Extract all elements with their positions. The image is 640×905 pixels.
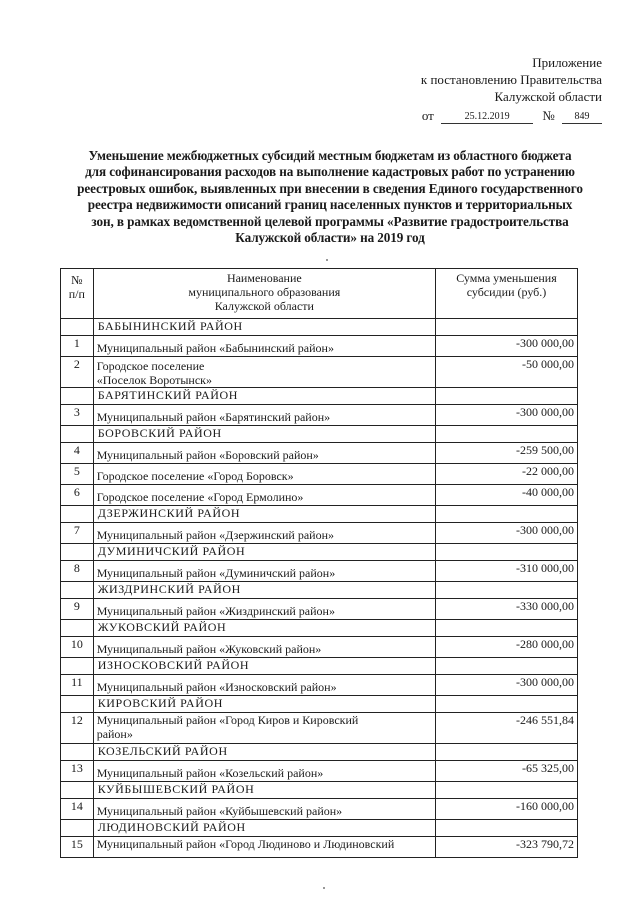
decree-number: 849 bbox=[562, 111, 602, 124]
empty-cell bbox=[435, 582, 577, 599]
district-row bbox=[61, 582, 578, 599]
title-line: для софинансирования расходов на выполнение кадастровых работ по устранению bbox=[85, 164, 575, 180]
municipality-name: Муниципальный район «Износковский район» bbox=[93, 675, 435, 696]
municipality-name: Муниципальный район «Жиздринский район» bbox=[93, 599, 435, 620]
district-row bbox=[61, 319, 578, 336]
empty-cell bbox=[61, 506, 94, 523]
district-name: ЖИЗДРИНСКИЙ РАЙОН bbox=[93, 582, 435, 599]
municipality-name: Муниципальный район «Барятинский район» bbox=[93, 405, 435, 426]
table-row bbox=[61, 761, 578, 782]
title-line: реестровых ошибок, выявленных при внесении в сведения Единого государственного bbox=[77, 180, 583, 196]
municipality-name: Муниципальный район «Боровский район» bbox=[93, 443, 435, 464]
appendix-date-line bbox=[421, 107, 602, 124]
row-number: 1 bbox=[61, 336, 94, 357]
amount: -280 000,00 bbox=[435, 637, 577, 658]
municipality-name: Муниципальный район «Козельский район» bbox=[93, 761, 435, 782]
decree-date: 25.12.2019 bbox=[441, 111, 533, 124]
amount: -50 000,00 bbox=[435, 357, 577, 388]
district-row bbox=[61, 782, 578, 799]
row-number: 13 bbox=[61, 761, 94, 782]
table-row bbox=[61, 464, 578, 485]
row-number: 14 bbox=[61, 799, 94, 820]
empty-cell bbox=[435, 658, 577, 675]
empty-cell bbox=[61, 319, 94, 336]
district-name: БОРОВСКИЙ РАЙОН bbox=[93, 426, 435, 443]
header-name bbox=[93, 269, 435, 319]
district-name: ДУМИНИЧСКИЙ РАЙОН bbox=[93, 544, 435, 561]
district-name: ЛЮДИНОВСКИЙ РАЙОН bbox=[93, 820, 435, 837]
table-row bbox=[61, 405, 578, 426]
row-number: 5 bbox=[61, 464, 94, 485]
district-row bbox=[61, 620, 578, 637]
district-row bbox=[61, 744, 578, 761]
table-row bbox=[61, 799, 578, 820]
empty-cell bbox=[61, 696, 94, 713]
table-row bbox=[61, 837, 578, 858]
district-name: КОЗЕЛЬСКИЙ РАЙОН bbox=[93, 744, 435, 761]
empty-cell bbox=[61, 388, 94, 405]
amount: -323 790,72 bbox=[435, 837, 577, 858]
amount: -65 325,00 bbox=[435, 761, 577, 782]
table-header-row bbox=[61, 269, 578, 319]
district-row bbox=[61, 658, 578, 675]
empty-cell bbox=[435, 620, 577, 637]
name-line: Городское поселение bbox=[96, 359, 205, 373]
amount: -310 000,00 bbox=[435, 561, 577, 582]
table-row bbox=[61, 357, 578, 388]
district-row bbox=[61, 820, 578, 837]
municipality-name: Муниципальный район «Бабынинский район» bbox=[93, 336, 435, 357]
title-line: реестра недвижимости описаний границ населенных пунктов и территориальных bbox=[87, 197, 573, 213]
district-name: КИРОВСКИЙ РАЙОН bbox=[93, 696, 435, 713]
appendix-title: Приложение bbox=[532, 55, 602, 70]
name-line: район» bbox=[96, 727, 133, 741]
municipality-name: Муниципальный район «Город Людиново и Людиновский bbox=[93, 837, 435, 858]
name-line: «Поселок Воротынск» bbox=[96, 373, 212, 387]
empty-cell bbox=[435, 426, 577, 443]
header-num bbox=[61, 269, 94, 319]
municipality-name: Муниципальный район «Жуковский район» bbox=[93, 637, 435, 658]
amount: -300 000,00 bbox=[435, 336, 577, 357]
document-title bbox=[60, 148, 600, 246]
table-row bbox=[61, 675, 578, 696]
empty-cell bbox=[61, 782, 94, 799]
amount: -300 000,00 bbox=[435, 405, 577, 426]
municipality-name: Городское поселение «Город Боровск» bbox=[93, 464, 435, 485]
empty-cell bbox=[61, 582, 94, 599]
table-row bbox=[61, 637, 578, 658]
amount: -160 000,00 bbox=[435, 799, 577, 820]
empty-cell bbox=[435, 744, 577, 761]
row-number: 3 bbox=[61, 405, 94, 426]
row-number: 6 bbox=[61, 485, 94, 506]
empty-cell bbox=[435, 544, 577, 561]
municipality-name bbox=[93, 713, 435, 744]
municipality-name: Муниципальный район «Куйбышевский район» bbox=[93, 799, 435, 820]
district-row bbox=[61, 388, 578, 405]
district-row bbox=[61, 506, 578, 523]
amount: -246 551,84 bbox=[435, 713, 577, 744]
header-sum-line: Сумма уменьшения bbox=[456, 271, 557, 285]
header-name-line: Калужской области bbox=[214, 299, 314, 313]
amount: -40 000,00 bbox=[435, 485, 577, 506]
number-label: № bbox=[542, 108, 555, 123]
title-line: Калужской области» на 2019 год bbox=[235, 230, 425, 246]
empty-cell bbox=[61, 744, 94, 761]
header-sum bbox=[435, 269, 577, 319]
row-number: 4 bbox=[61, 443, 94, 464]
amount: -330 000,00 bbox=[435, 599, 577, 620]
amount: -300 000,00 bbox=[435, 675, 577, 696]
header-num-symbol: № bbox=[71, 273, 83, 287]
district-name: ДЗЕРЖИНСКИЙ РАЙОН bbox=[93, 506, 435, 523]
scan-speck bbox=[323, 887, 325, 889]
empty-cell bbox=[61, 658, 94, 675]
municipality-name: Муниципальный район «Дзержинский район» bbox=[93, 523, 435, 544]
row-number: 8 bbox=[61, 561, 94, 582]
subsidy-table bbox=[60, 268, 578, 858]
from-label: от bbox=[421, 108, 434, 123]
amount: -300 000,00 bbox=[435, 523, 577, 544]
district-name: КУЙБЫШЕВСКИЙ РАЙОН bbox=[93, 782, 435, 799]
district-name: БАБЫНИНСКИЙ РАЙОН bbox=[93, 319, 435, 336]
empty-cell bbox=[435, 319, 577, 336]
row-number: 7 bbox=[61, 523, 94, 544]
name-line: Муниципальный район «Город Киров и Кировский bbox=[96, 713, 359, 727]
municipality-name: Муниципальный район «Думиничский район» bbox=[93, 561, 435, 582]
title-line: зон, в рамках ведомственной целевой программы «Развитие градостроительства bbox=[91, 213, 569, 229]
district-row bbox=[61, 696, 578, 713]
header-name-line: Наименование bbox=[226, 271, 302, 285]
title-line: Уменьшение межбюджетных субсидий местным бюджетам из областного бюджета bbox=[88, 148, 572, 163]
table-row bbox=[61, 561, 578, 582]
empty-cell bbox=[435, 506, 577, 523]
table-row bbox=[61, 713, 578, 744]
empty-cell bbox=[435, 388, 577, 405]
table-row bbox=[61, 485, 578, 506]
header-sum-line: субсидии (руб.) bbox=[466, 285, 547, 299]
empty-cell bbox=[435, 820, 577, 837]
appendix-region: Калужской области bbox=[494, 89, 602, 104]
amount: -259 500,00 bbox=[435, 443, 577, 464]
appendix-decree: к постановлению Правительства bbox=[420, 72, 602, 87]
district-name: ЖУКОВСКИЙ РАЙОН bbox=[93, 620, 435, 637]
empty-cell bbox=[61, 426, 94, 443]
district-row bbox=[61, 544, 578, 561]
empty-cell bbox=[435, 782, 577, 799]
row-number: 12 bbox=[61, 713, 94, 744]
header-num-abbr: п/п bbox=[68, 287, 85, 301]
header-name-line: муниципального образования bbox=[188, 285, 341, 299]
municipality-name: Городское поселение «Город Ермолино» bbox=[93, 485, 435, 506]
scan-speck bbox=[326, 259, 328, 261]
table-row bbox=[61, 336, 578, 357]
empty-cell bbox=[61, 620, 94, 637]
appendix-block bbox=[421, 54, 602, 124]
row-number: 2 bbox=[61, 357, 94, 388]
table-row bbox=[61, 599, 578, 620]
district-name: БАРЯТИНСКИЙ РАЙОН bbox=[93, 388, 435, 405]
row-number: 11 bbox=[61, 675, 94, 696]
row-number: 10 bbox=[61, 637, 94, 658]
table-row bbox=[61, 443, 578, 464]
district-row bbox=[61, 426, 578, 443]
amount: -22 000,00 bbox=[435, 464, 577, 485]
empty-cell bbox=[61, 820, 94, 837]
district-name: ИЗНОСКОВСКИЙ РАЙОН bbox=[93, 658, 435, 675]
empty-cell bbox=[61, 544, 94, 561]
row-number: 9 bbox=[61, 599, 94, 620]
empty-cell bbox=[435, 696, 577, 713]
municipality-name bbox=[93, 357, 435, 388]
table-row bbox=[61, 523, 578, 544]
row-number: 15 bbox=[61, 837, 94, 858]
